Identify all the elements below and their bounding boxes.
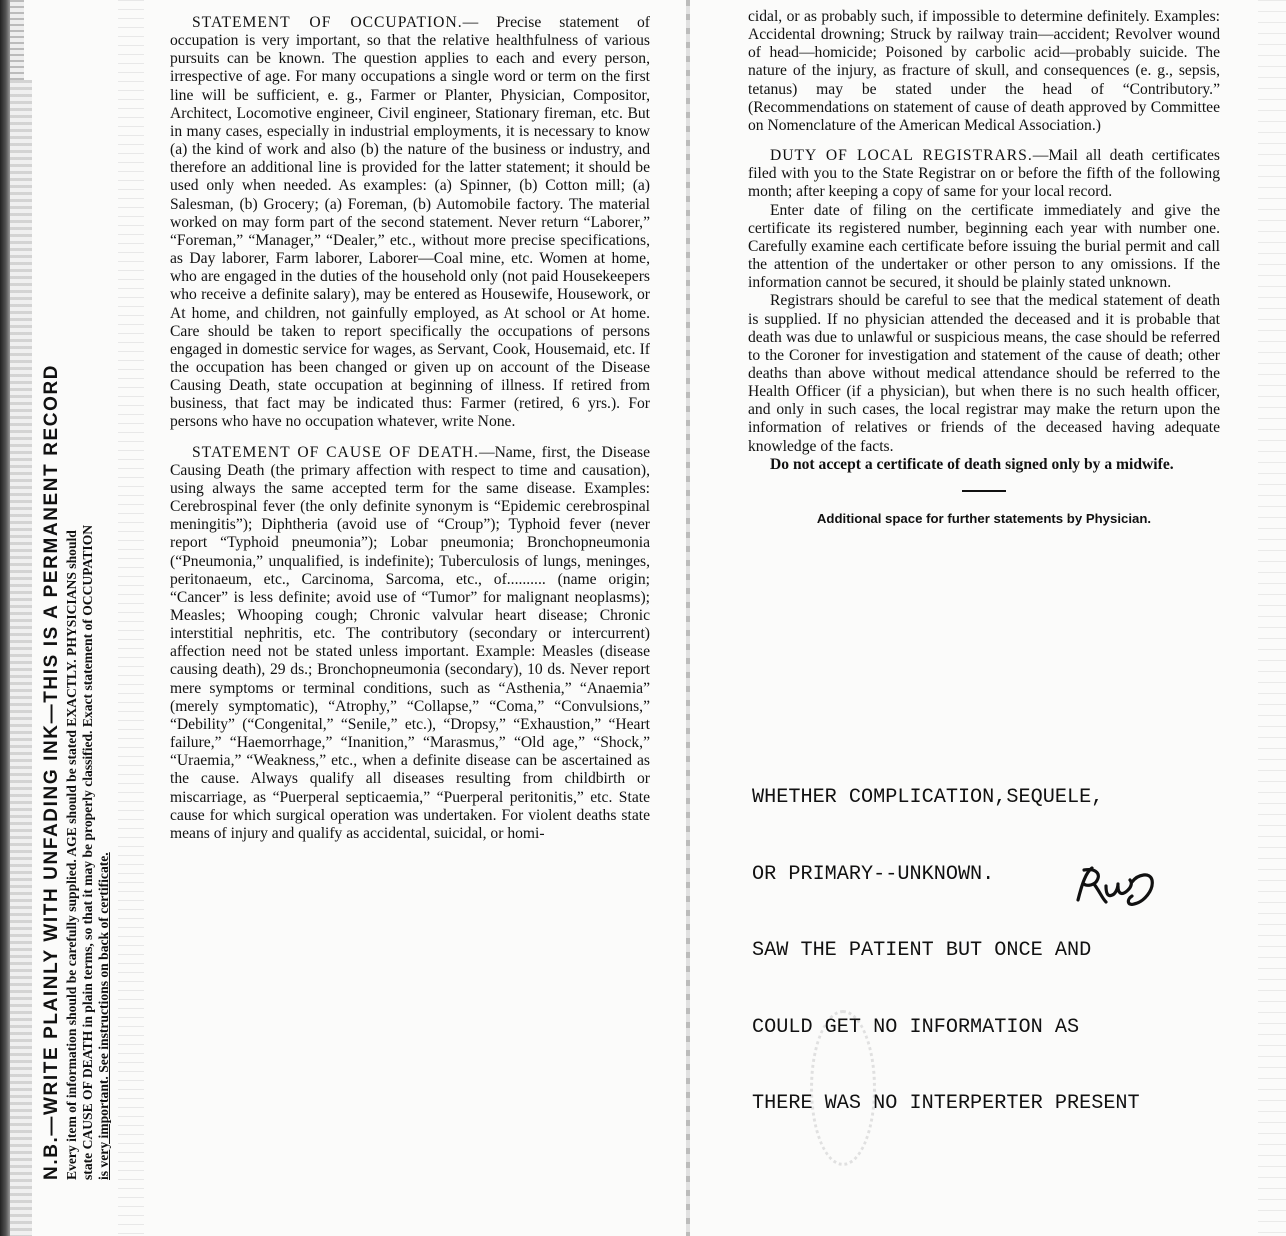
handwritten-signature [1072, 860, 1162, 912]
margin-note-heading: N.B.—WRITE PLAINLY WITH UNFADING INK—THIS IS A PERMANENT RECORD [41, 363, 62, 1180]
registrars-paragraph: Registrars should be careful to see that the medical statement of death is supplied. If no physician attended the deceased and it is probable that death was due to unlawful or suspicious means, the case should be referred to the Coroner for investigation and statement of the cause of death; other deaths than above without medical attendance should be referred to the Health Officer (if a physician), but when there is no such health officer, and only in such cases, the local registrar may make the return upon the information of relatives or friends of the deceased having adequate knowledge of the facts. [748, 292, 1220, 455]
typed-line: THERE WAS NO INTERPERTER PRESENT [752, 1092, 1140, 1115]
typed-line: SAW THE PATIENT BUT ONCE AND [752, 939, 1092, 962]
typed-line: OR PRIMARY--UNKNOWN. [752, 862, 995, 886]
scan-edge-strip-top [10, 0, 24, 80]
typed-physician-statement [752, 734, 1272, 1168]
margin-note [40, 90, 120, 1180]
typed-line: COULD GET NO INFORMATION AS [752, 1015, 1080, 1039]
margin-note-line: is very important. See instructions on back of certificate. [96, 852, 111, 1180]
additional-space-label: Additional space for further statements by Physician. [816, 510, 1152, 526]
right-column [748, 8, 1220, 540]
scan-edge [0, 0, 10, 1236]
cause-of-death-section [170, 444, 650, 843]
occupation-body: — Precise statement of occupation is very important, so that the relative healthfulness of various pursuits can be known. The question applies to each and every person, irrespective of age. For many occupations a single word or term on the first line will be sufficient, e. g., Farmer or Planter, Physician, Compositor, Architect, Locomotive engineer, Civil engineer, Stationary fireman, etc. But in many cases, especially in industrial employments, it is necessary to know (a) the kind of work and also (b) the nature of the business or industry, and therefore an additional line is provided for the latter statement; it should be used only when needed. As examples: (a) Spinner, (b) Cotton mill; (a) Salesman, (b) Grocery; (a) Foreman, (b) Automobile factory. The material worked on may form part of the second statement. Never return “Laborer,” “Foreman,” “Manager,” “Dealer,” etc., without more precise specifications, as Day laborer, Farm laborer, Laborer—Coal mine, etc. Women at home, who are engaged in the duties of the household only (not paid Housekeepers who receive a definite salary), may be entered as Housewife, Housework, or At home, and children, not gainfully employed, as At school or At home. Care should be taken to report specifically the occupations of persons engaged in domestic service for wages, as Servant, Cook, Housemaid, etc. If the occupation has been changed or given up on account of the Disease Causing Death, state occupation at beginning of illness. If retired from business, that fact may be indicated thus: Farmer (retired, 6 yrs.). For persons who have no occupation whatever, write None. [170, 14, 650, 431]
occupation-heading: STATEMENT OF OCCUPATION. [192, 14, 463, 31]
cause-of-death-heading: STATEMENT OF CAUSE OF DEATH. [192, 443, 480, 461]
page-fold-line [686, 0, 690, 1236]
occupation-section [170, 14, 650, 432]
margin-note-line: state CAUSE OF DEATH in plain terms, so that it may be properly classified. Exact statement of OCCUPATION [80, 524, 95, 1180]
midwife-warning: Do not accept a certificate of death signed only by a midwife. [770, 455, 1174, 473]
cause-of-death-continued: cidal, or as probably such, if impossible to determine definitely. Examples: Accidental drowning; Struck by railway train—accident; Revolver wound of head—homicide; Poisoned by carbolic acid—probably suicide. The nature of the injury, as fracture of skull, and consequences (e. g., sepsis, tetanus) may be stated under the head of “Contributory.” (Recommendations on statement of cause of death approved by Committee on Nomenclature of the American Medical Association.) [748, 8, 1220, 134]
registrars-heading: DUTY OF LOCAL REGISTRARS. [770, 147, 1033, 165]
registrars-paragraph: —Mail all death certificates filed with you to the State Registrar on or before the fifth of the following month; after keeping a copy of same for your local record. [748, 147, 1220, 201]
section-divider [962, 490, 1006, 492]
scan-margin-noise [118, 0, 144, 1236]
typed-line: WHETHER COMPLICATION,SEQUELE, [752, 786, 1104, 809]
scan-edge-strip [10, 80, 32, 1236]
cause-of-death-body: —Name, first, the Disease Causing Death (the primary affection with respect to time and causation), using always the same accepted term for the same disease. Examples: Cerebrospinal fever (the only definite synonym is “Epidemic cerebrospinal meningitis”); Diphtheria (avoid use of “Croup”); Typhoid fever (never report “Typhoid pneumonia”); Lobar pneumonia; Bronchopneumonia (“Pneumonia,” unqualified, is indefinite); Tuberculosis of lungs, meninges, peritonaeum, etc., Carcinoma, Sarcoma, etc., of.......... (name origin; “Cancer” is less definite; avoid use of “Tumor” for malignant neoplasms); Measles; Whooping cough; Chronic valvular heart disease; Chronic interstitial nephritis, etc. The contributory (secondary or intercurrent) affection need not be stated unless important. Example: Measles (disease causing death), 29 ds.; Bronchopneumonia (secondary), 10 ds. Never report mere symptoms or terminal conditions, such as “Asthenia,” “Anaemia” (merely symptomatic), “Atrophy,” “Collapse,” “Coma,” “Convulsions,” “Debility” (“Congenital,” “Senile,” etc.), “Dropsy,” “Exhaustion,” “Heart failure,” “Haemorrhage,” “Inanition,” “Marasmus,” “Old age,” “Shock,” “Uraemia,” “Weakness,” etc., when a definite disease can be ascertained as the cause. Always qualify all diseases resulting from childbirth or miscarriage, as “Puerperal septicaemia,” “Puerperal peritonitis,” etc. State cause for which surgical operation was undertaken. For violent deaths state means of injury and qualify as accidental, suicidal, or homi- [170, 443, 650, 842]
left-column [170, 14, 650, 843]
margin-note-line: Every item of information should be carefully supplied. AGE should be stated EXACTLY. PHYSICIANS should [64, 530, 79, 1180]
registrars-paragraph: Enter date of filing on the certificate immediately and give the certificate its registered number, beginning each year with number one. Carefully examine each certificate before issuing the burial permit and call the attention of the undertaker or other person to any omissions. If the information cannot be secured, it should be plainly stated unknown. [748, 201, 1220, 292]
registrars-section [748, 147, 1220, 201]
